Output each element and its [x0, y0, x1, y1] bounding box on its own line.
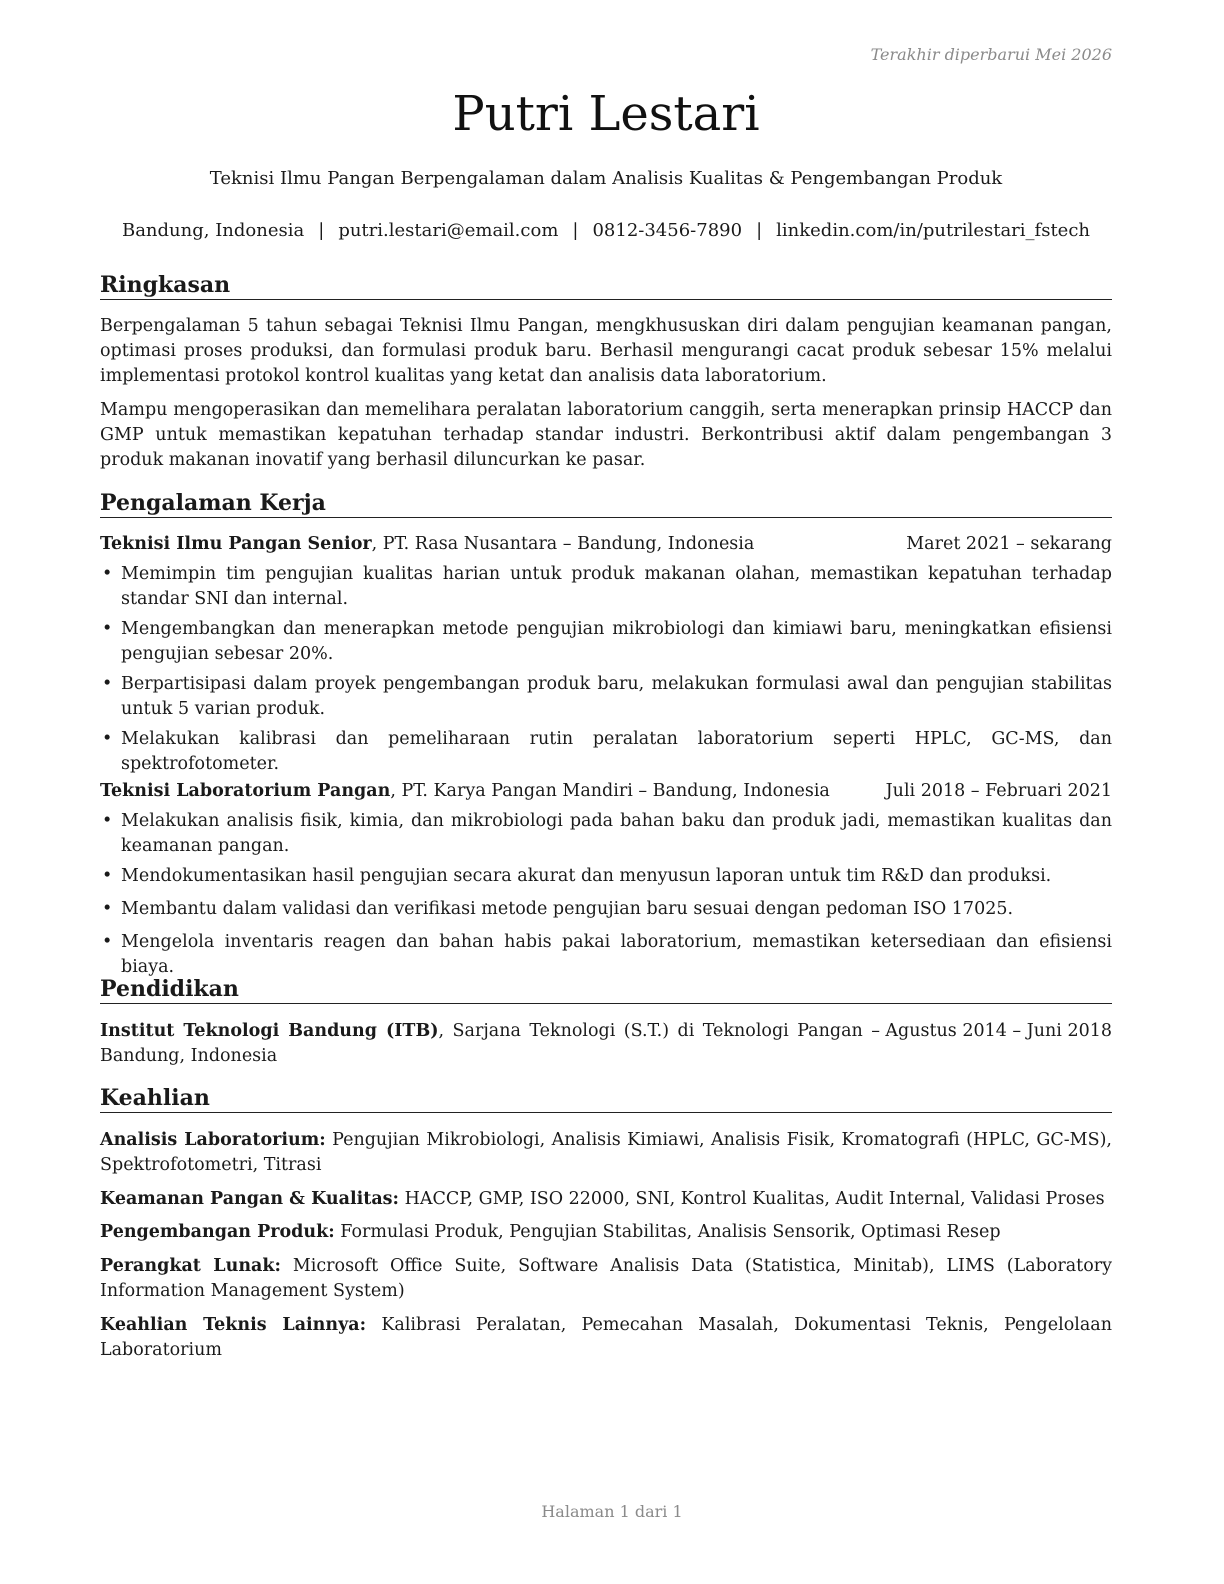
contact-email[interactable]: putri.lestari@email.com	[338, 220, 559, 241]
job-bullet: • Berpartisipasi dalam proyek pengembangan produk baru, melakukan formulasi awal dan pengujian stabilitas untuk 5 varian produk.	[100, 672, 1112, 722]
job-bullet: • Melakukan kalibrasi dan pemeliharaan rutin peralatan laboratorium seperti HPLC, GC-MS, dan spektrofotometer.	[100, 727, 1112, 777]
skill-row	[100, 1313, 1112, 1363]
skill-value: HACCP, GMP, ISO 22000, SNI, Kontrol Kualitas, Audit Internal, Validasi Proses	[399, 1189, 1105, 1209]
section-title-experience: Pengalaman Kerja	[100, 490, 1112, 518]
skill-label: Keahlian Teknis Lainnya:	[100, 1315, 367, 1335]
contact-separator: |	[572, 220, 579, 241]
contact-line	[100, 220, 1112, 241]
section-title-summary: Ringkasan	[100, 272, 1112, 300]
skill-row	[100, 1128, 1112, 1178]
summary-paragraph: Berpengalaman 5 tahun sebagai Teknisi Ilmu Pangan, mengkhususkan diri dalam pengujian keamanan pangan, optimasi proses produksi, dan formulasi produk baru. Berhasil mengurangi cacat produk sebesar 15% melalui implementasi protokol kontrol kualitas yang ketat dan analisis data laboratorium.	[100, 316, 1112, 386]
education-detail: , Sarjana Teknologi (S.T.) di Teknologi Pangan – Bandung, Indonesia	[100, 1021, 880, 1066]
education-institution: Institut Teknologi Bandung (ITB)	[100, 1021, 439, 1041]
job-bullet: • Mengembangkan dan menerapkan metode pengujian mikrobiologi dan kimiawi baru, meningkatkan efisiensi pengujian sebesar 20%.	[100, 617, 1112, 667]
contact-linkedin[interactable]: linkedin.com/in/putrilestari_fstech	[776, 220, 1091, 241]
skill-value: Formulasi Produk, Pengujian Stabilitas, Analisis Sensorik, Optimasi Resep	[334, 1222, 1001, 1242]
skill-label: Pengembangan Produk:	[100, 1222, 335, 1242]
job-role: Teknisi Laboratorium Pangan	[100, 781, 391, 801]
job-role: Teknisi Ilmu Pangan Senior	[100, 534, 372, 554]
skill-row	[100, 1220, 1112, 1245]
skill-row	[100, 1254, 1112, 1304]
contact-location: Bandung, Indonesia	[121, 220, 305, 241]
skill-label: Perangkat Lunak:	[100, 1256, 281, 1276]
summary-paragraph: Mampu mengoperasikan dan memelihara peralatan laboratorium canggih, serta menerapkan prinsip HACCP dan GMP untuk memastikan kepatuhan terhadap standar industri. Berkontribusi aktif dalam pengembangan 3 produk makanan inovatif yang berhasil diluncurkan ke pasar.	[100, 400, 1112, 470]
job-dates: Juli 2018 – Februari 2021	[885, 781, 1112, 801]
contact-separator: |	[318, 220, 325, 241]
job-header	[100, 779, 1112, 804]
page-number: Halaman 1 dari 1	[541, 1502, 683, 1521]
job-bullet: • Membantu dalam validasi dan verifikasi metode pengujian baru sesuai dengan pedoman ISO 17025.	[100, 897, 1112, 922]
skill-label: Keamanan Pangan & Kualitas:	[100, 1189, 399, 1209]
job-header	[100, 532, 1112, 557]
job-company: , PT. Rasa Nusantara – Bandung, Indonesia	[371, 534, 755, 554]
job-bullet: • Mengelola inventaris reagen dan bahan habis pakai laboratorium, memastikan ketersediaan dan efisiensi biaya.	[100, 930, 1112, 980]
contact-phone: 0812-3456-7890	[592, 220, 743, 241]
job-bullet: • Mendokumentasikan hasil pengujian secara akurat dan menyusun laporan untuk tim R&D dan produksi.	[100, 864, 1112, 889]
job-bullets	[100, 562, 1112, 782]
skill-value: Microsoft Office Suite, Software Analisis Data (Statistica, Minitab), LIMS (Laboratory Information Management System)	[100, 1256, 1112, 1301]
contact-separator: |	[756, 220, 763, 241]
skill-row	[100, 1187, 1112, 1212]
job-bullet: • Melakukan analisis fisik, kimia, dan mikrobiologi pada bahan baku dan produk jadi, memastikan kualitas dan keamanan pangan.	[100, 809, 1112, 859]
education-entry	[100, 1019, 880, 1069]
section-title-education: Pendidikan	[100, 976, 1112, 1004]
job-dates: Maret 2021 – sekarang	[906, 534, 1112, 554]
candidate-name: Putri Lestari	[452, 86, 760, 142]
job-bullet: • Memimpin tim pengujian kualitas harian untuk produk makanan olahan, memastikan kepatuhan terhadap standar SNI dan internal.	[100, 562, 1112, 612]
section-title-skills: Keahlian	[100, 1085, 1112, 1113]
skill-value: Pengujian Mikrobiologi, Analisis Kimiawi, Analisis Fisik, Kromatografi (HPLC, GC-MS), Spektrofotometri, Titrasi	[100, 1130, 1112, 1175]
skill-label: Analisis Laboratorium:	[100, 1130, 326, 1150]
education-dates: Agustus 2014 – Juni 2018	[885, 1021, 1112, 1041]
tagline: Teknisi Ilmu Pangan Berpengalaman dalam Analisis Kualitas & Pengembangan Produk	[209, 168, 1003, 189]
job-company: , PT. Karya Pangan Mandiri – Bandung, Indonesia	[390, 781, 830, 801]
job-bullets	[100, 809, 1112, 985]
last-updated: Terakhir diperbarui Mei 2026	[870, 45, 1112, 64]
skill-value: Kalibrasi Peralatan, Pemecahan Masalah, Dokumentasi Teknis, Pengelolaan Laboratorium	[100, 1315, 1112, 1360]
